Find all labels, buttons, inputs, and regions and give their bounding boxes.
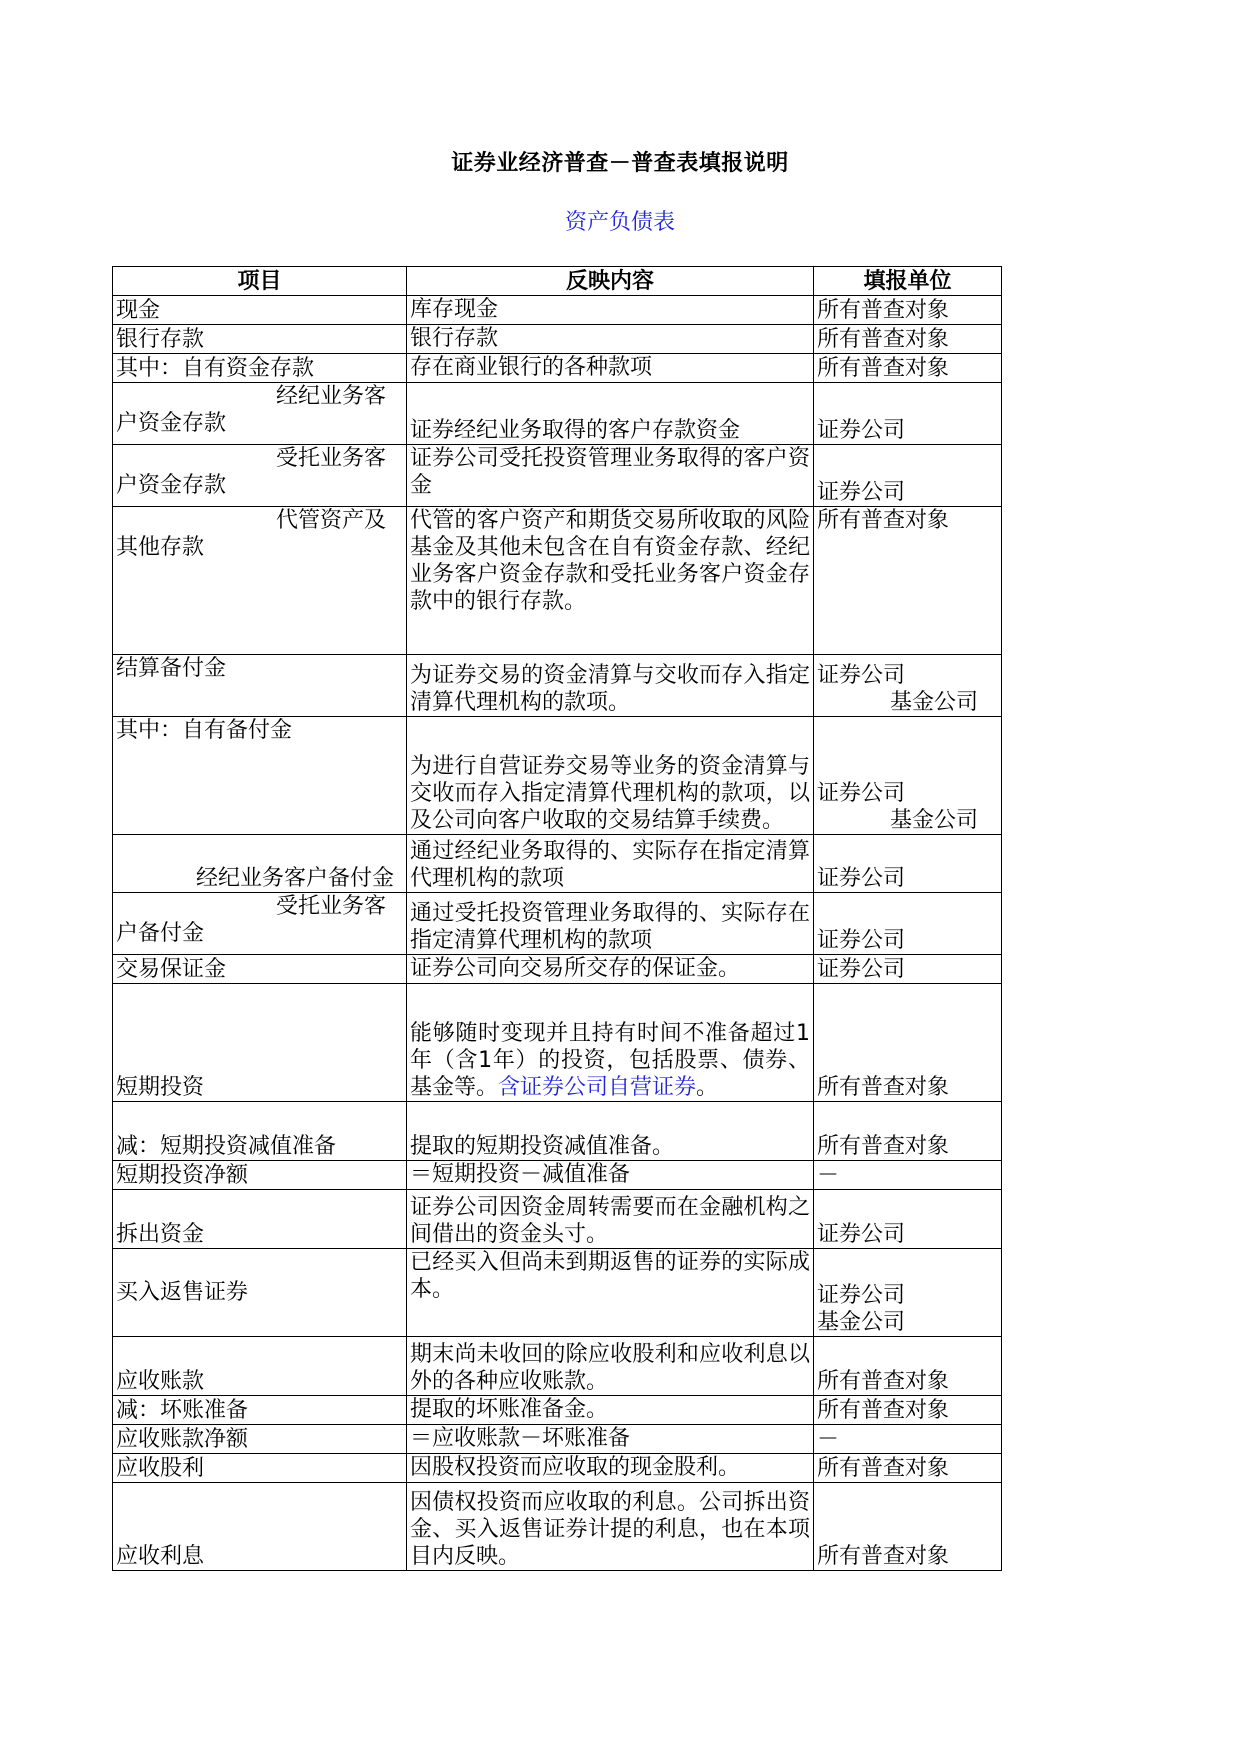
sheet-subtitle: 资产负债表 — [564, 210, 675, 235]
row-content: 已经买入但尚未到期返售的证券的实际成本。 — [407, 1249, 814, 1337]
table-row — [113, 1425, 1002, 1454]
row-unit: － — [814, 1425, 1002, 1454]
table-row — [113, 655, 1002, 717]
table-row — [113, 354, 1002, 383]
row-content: 银行存款 — [407, 325, 814, 354]
row-content: 为证券交易的资金清算与交收而存入指定清算代理机构的款项。 — [407, 655, 814, 717]
unit-line-2: 基金公司 — [889, 690, 978, 715]
content-text-end: 。 — [696, 1075, 719, 1100]
unit-line-2: 基金公司 — [889, 808, 978, 833]
header-content: 反映内容 — [407, 267, 814, 296]
table-row — [113, 1454, 1002, 1483]
table-row — [113, 445, 1002, 507]
row-unit: 所有普查对象 — [814, 296, 1002, 325]
row-unit — [814, 655, 1002, 717]
row-item: 现金 — [113, 296, 407, 325]
table-row — [113, 1102, 1002, 1161]
row-content: 提取的坏账准备金。 — [407, 1396, 814, 1425]
row-item: 应收股利 — [113, 1454, 407, 1483]
row-item: 代管资产及其他存款 — [113, 507, 407, 655]
row-content: 提取的短期投资减值准备。 — [407, 1102, 814, 1161]
row-content: 证券经纪业务取得的客户存款资金 — [407, 383, 814, 445]
table-row — [113, 717, 1002, 835]
row-unit — [814, 717, 1002, 835]
table-row — [113, 507, 1002, 655]
table-row — [113, 955, 1002, 984]
row-content: 期末尚未收回的除应收股利和应收利息以外的各种应收账款。 — [407, 1337, 814, 1396]
unit-line-1: 证券公司 — [817, 663, 906, 688]
row-unit: 证券公司 — [814, 835, 1002, 893]
row-content: 证券公司因资金周转需要而在金融机构之间借出的资金头寸。 — [407, 1190, 814, 1249]
row-content: 库存现金 — [407, 296, 814, 325]
table-row — [113, 383, 1002, 445]
row-unit: 证券公司 — [814, 383, 1002, 445]
unit-line-2: 基金公司 — [817, 1310, 906, 1335]
table-row — [113, 296, 1002, 325]
row-item: 应收账款 — [113, 1337, 407, 1396]
row-content: 证券公司向交易所交存的保证金。 — [407, 955, 814, 984]
row-content: 为进行自营证券交易等业务的资金清算与交收而存入指定清算代理机构的款项，以及公司向客户收取的交易结算手续费。 — [407, 717, 814, 835]
table-row — [113, 1483, 1002, 1571]
table-row — [113, 1337, 1002, 1396]
row-content: ＝应收账款－坏账准备 — [407, 1425, 814, 1454]
row-content: 证券公司受托投资管理业务取得的客户资金 — [407, 445, 814, 507]
row-item: 应收利息 — [113, 1483, 407, 1571]
row-item: 交易保证金 — [113, 955, 407, 984]
content-text: 能够随时变现并且持有时间不准备超过1年（含1年）的投资，包括股票、债券、基金等。 — [410, 1021, 810, 1100]
row-content: 代管的客户资产和期货交易所收取的风险基金及其他未包含在自有资金存款、经纪业务客户资金存款和受托业务客户资金存款中的银行存款。 — [407, 507, 814, 655]
row-unit: 证券公司 — [814, 1190, 1002, 1249]
row-unit: 所有普查对象 — [814, 325, 1002, 354]
table-row — [113, 893, 1002, 955]
content-highlight: 含证券公司自营证券 — [498, 1075, 697, 1100]
row-content: 因债权投资而应收取的利息。公司拆出资金、买入返售证券计提的利息，也在本项目内反映。 — [407, 1483, 814, 1571]
page-title: 证券业经济普查－普查表填报说明 — [451, 151, 789, 176]
row-item: 其中：自有资金存款 — [113, 354, 407, 383]
table-row — [113, 984, 1002, 1102]
row-item: 受托业务客户备付金 — [113, 893, 407, 955]
row-unit: － — [814, 1161, 1002, 1190]
row-item: 减：坏账准备 — [113, 1396, 407, 1425]
row-unit: 证券公司 — [814, 445, 1002, 507]
row-content: 因股权投资而应收取的现金股利。 — [407, 1454, 814, 1483]
unit-line-1: 证券公司 — [817, 781, 906, 806]
row-item: 买入返售证券 — [113, 1249, 407, 1337]
table-row — [113, 1249, 1002, 1337]
row-item: 银行存款 — [113, 325, 407, 354]
row-unit: 所有普查对象 — [814, 1102, 1002, 1161]
row-unit: 所有普查对象 — [814, 1454, 1002, 1483]
row-item: 减：短期投资减值准备 — [113, 1102, 407, 1161]
unit-line-1: 证券公司 — [817, 1283, 906, 1308]
row-unit: 证券公司 — [814, 893, 1002, 955]
row-unit: 所有普查对象 — [814, 1483, 1002, 1571]
row-unit: 所有普查对象 — [814, 1396, 1002, 1425]
row-unit: 所有普查对象 — [814, 1337, 1002, 1396]
row-unit: 证券公司 — [814, 955, 1002, 984]
table-row — [113, 1161, 1002, 1190]
header-item: 项目 — [113, 267, 407, 296]
table-row — [113, 1190, 1002, 1249]
row-item: 其中：自有备付金 — [113, 717, 407, 835]
table-row — [113, 1396, 1002, 1425]
row-item: 短期投资净额 — [113, 1161, 407, 1190]
row-item: 经纪业务客户备付金 — [113, 835, 407, 893]
table-row — [113, 835, 1002, 893]
row-content: 通过受托投资管理业务取得的、实际存在指定清算代理机构的款项 — [407, 893, 814, 955]
row-item: 结算备付金 — [113, 655, 407, 717]
row-item: 受托业务客户资金存款 — [113, 445, 407, 507]
row-unit: 所有普查对象 — [814, 984, 1002, 1102]
balance-sheet-table — [112, 266, 1002, 1571]
row-item: 拆出资金 — [113, 1190, 407, 1249]
row-unit: 所有普查对象 — [814, 507, 1002, 655]
row-unit: 所有普查对象 — [814, 354, 1002, 383]
row-unit — [814, 1249, 1002, 1337]
row-content: 通过经纪业务取得的、实际存在指定清算代理机构的款项 — [407, 835, 814, 893]
row-content — [407, 984, 814, 1102]
row-item: 经纪业务客户资金存款 — [113, 383, 407, 445]
table-header-row — [113, 267, 1002, 296]
row-content: ＝短期投资－减值准备 — [407, 1161, 814, 1190]
row-content: 存在商业银行的各种款项 — [407, 354, 814, 383]
header-unit: 填报单位 — [814, 267, 1002, 296]
table-row — [113, 325, 1002, 354]
row-item: 应收账款净额 — [113, 1425, 407, 1454]
row-item: 短期投资 — [113, 984, 407, 1102]
